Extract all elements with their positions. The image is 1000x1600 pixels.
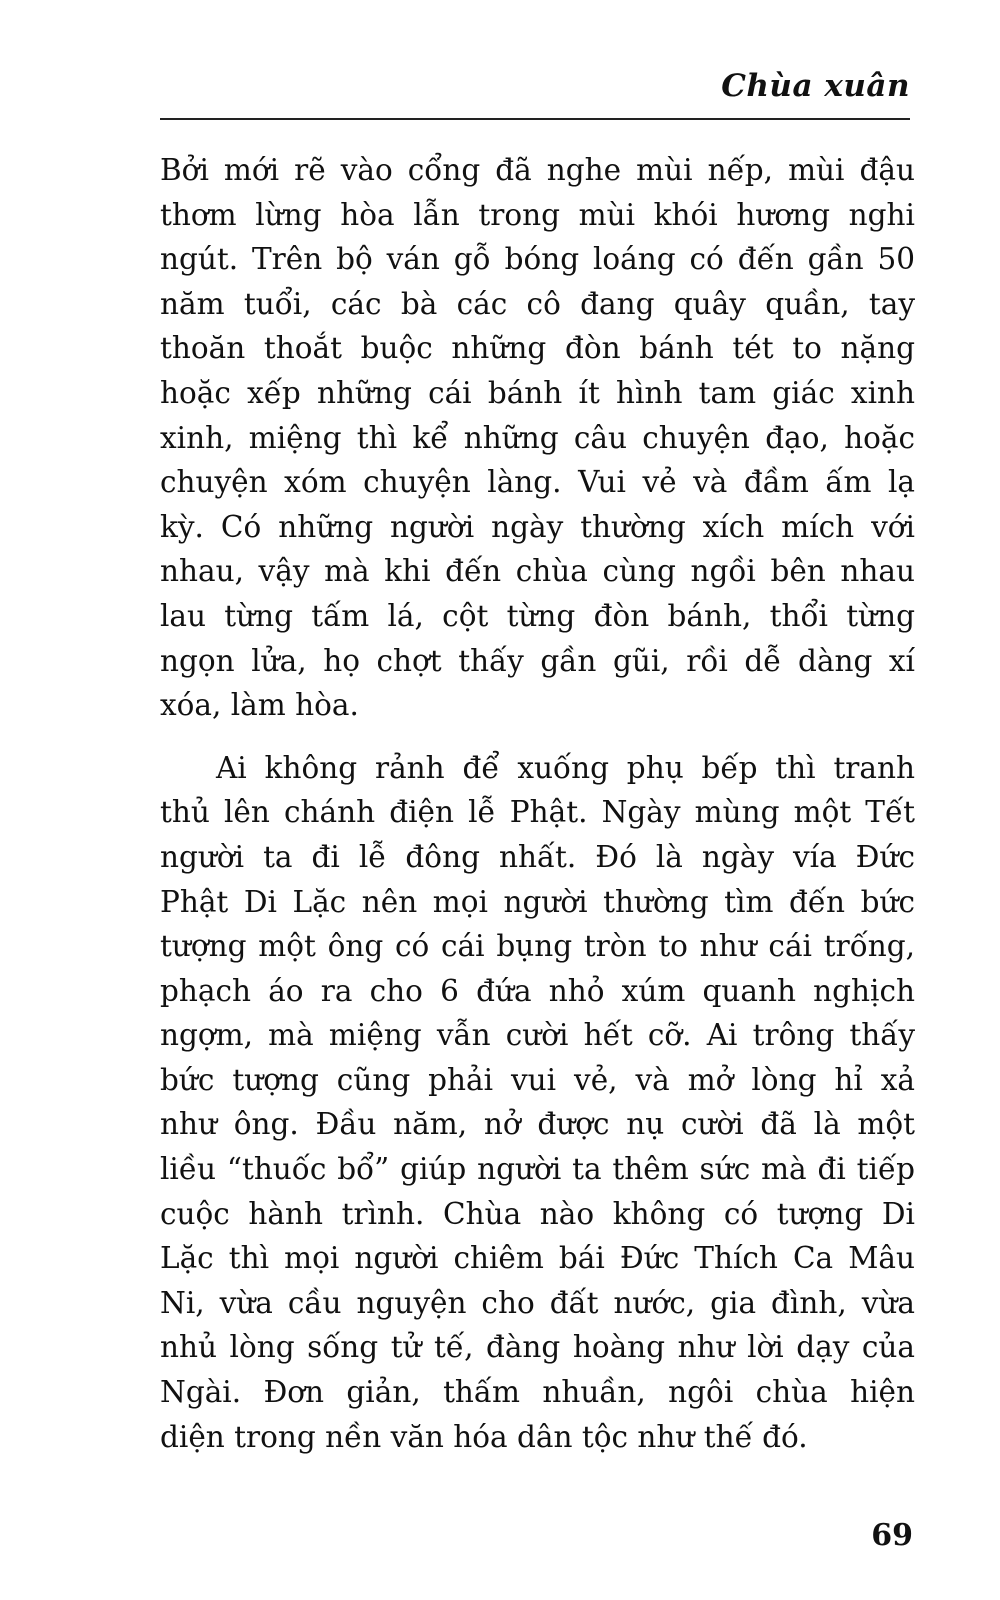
text-line: Phật Di Lặc nên mọi người thường tìm đến bức	[160, 884, 915, 919]
text-line: nhau, vậy mà khi đến chùa cùng ngồi bên nhau	[160, 554, 915, 589]
text-line: năm tuổi, các bà các cô đang quây quần, tay	[160, 286, 915, 321]
text-line: thơm lừng hòa lẫn trong mùi khói hương nghi	[160, 197, 915, 232]
text-line: thoăn thoắt buộc những đòn bánh tét to nặng	[160, 331, 915, 366]
text-line: ngợm, mà miệng vẫn cười hết cỡ. Ai trông thấy	[160, 1018, 915, 1053]
text-line: cuộc hành trình. Chùa nào không có tượng Di	[160, 1196, 915, 1231]
text-line: Ai không rảnh để xuống phụ bếp thì tranh	[216, 750, 915, 785]
text-line: nhủ lòng sống tử tế, đàng hoàng như lời dạy của	[160, 1330, 915, 1365]
text-line: hoặc xếp những cái bánh ít hình tam giác xinh	[160, 375, 915, 410]
text-line: chuyện xóm chuyện làng. Vui vẻ và đầm ấm lạ	[160, 465, 915, 500]
text-line: phạch áo ra cho 6 đứa nhỏ xúm quanh nghịch	[160, 973, 915, 1008]
text-line: Lặc thì mọi người chiêm bái Đức Thích Ca Mâu	[160, 1241, 915, 1276]
text-line: lau từng tấm lá, cột từng đòn bánh, thổi từng	[160, 598, 915, 633]
text-line: xinh, miệng thì kể những câu chuyện đạo, hoặc	[160, 420, 915, 455]
text-line: Ngài. Đơn giản, thấm nhuần, ngôi chùa hiện	[160, 1375, 915, 1410]
text-line: ngọn lửa, họ chợt thấy gần gũi, rồi dễ dàng xí	[160, 643, 915, 678]
text-line: như ông. Đầu năm, nở được nụ cười đã là một	[160, 1107, 915, 1142]
text-line: Ni, vừa cầu nguyện cho đất nước, gia đình, vừa	[160, 1285, 915, 1320]
text-line: liều “thuốc bổ” giúp người ta thêm sức mà đi tiếp	[160, 1152, 915, 1187]
text-line: tượng một ông có cái bụng tròn to như cái trống,	[160, 929, 915, 964]
paragraph-2	[160, 746, 915, 1460]
page-number: 69	[871, 1518, 913, 1553]
text-line: kỳ. Có những người ngày thường xích mích với	[160, 509, 915, 544]
text-line: bức tượng cũng phải vui vẻ, và mở lòng hỉ xả	[160, 1062, 915, 1097]
text-line: ngút. Trên bộ ván gỗ bóng loáng có đến gần 50	[160, 242, 915, 277]
text-line: diện trong nền văn hóa dân tộc như thế đó.	[160, 1419, 808, 1454]
running-header	[160, 62, 910, 120]
text-line: xóa, làm hòa.	[160, 688, 359, 723]
text-line: người ta đi lễ đông nhất. Đó là ngày vía Đức	[160, 839, 915, 874]
text-line: Bởi mới rẽ vào cổng đã nghe mùi nếp, mùi đậu	[160, 153, 915, 187]
paragraph-1	[160, 148, 915, 728]
body-text	[160, 148, 915, 1459]
running-header-title: Chùa xuân	[721, 68, 910, 104]
text-line: thủ lên chánh điện lễ Phật. Ngày mùng một Tết	[160, 795, 915, 830]
